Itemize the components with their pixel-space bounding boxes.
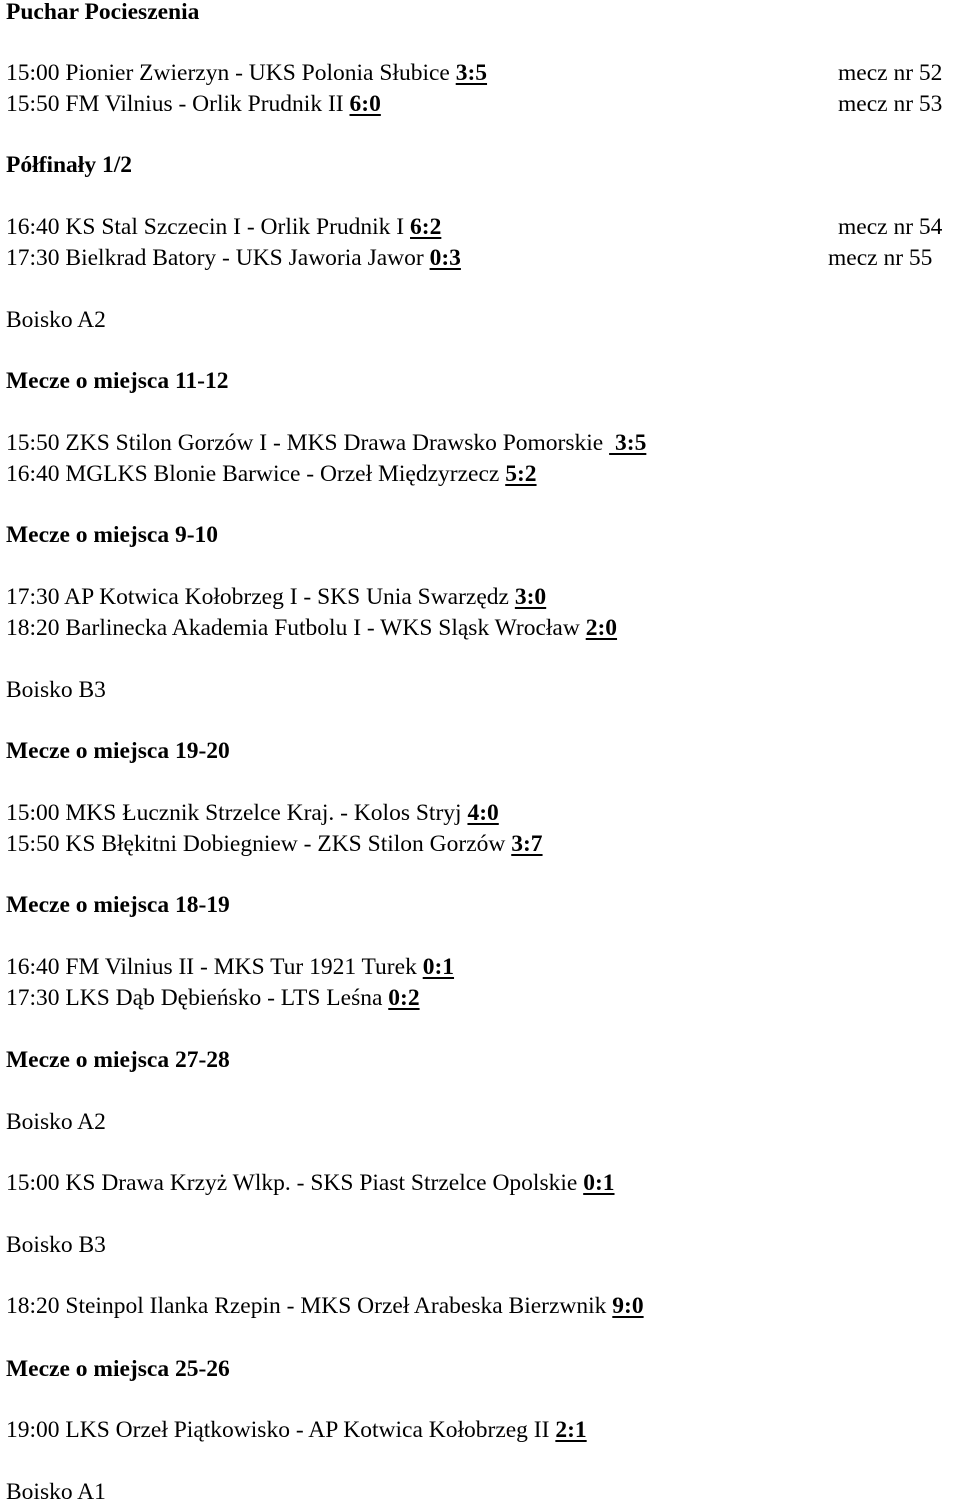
match-number: mecz nr 52 — [838, 60, 943, 86]
match-text: 16:40 KS Stal Szczecin I - Orlik Prudnik I — [6, 214, 411, 240]
match-text: 15:00 KS Drawa Krzyż Wlkp. - SKS Piast Strzelce Opolskie — [6, 1170, 584, 1196]
section-heading-19-20: Mecze o miejsca 19-20 — [6, 738, 230, 764]
match-score: 6:0 — [349, 91, 381, 117]
match-score: 0:3 — [429, 245, 461, 271]
match-line — [6, 582, 956, 612]
match-score: 3:5 — [455, 60, 488, 86]
match-score: 5:2 — [505, 461, 537, 487]
match-line — [6, 428, 956, 458]
match-line — [6, 89, 956, 119]
match-line — [6, 1168, 956, 1198]
pitch-label: Boisko A1 — [6, 1479, 106, 1505]
match-line — [6, 983, 956, 1013]
match-text: 17:30 LKS Dąb Dębieńsko - LTS Leśna — [6, 985, 389, 1011]
section-heading-18-19: Mecze o miejsca 18-19 — [6, 892, 230, 918]
match-text: 15:50 ZKS Stilon Gorzów I - MKS Drawa Drawsko Pomorskie — [6, 430, 610, 456]
match-line — [6, 613, 956, 643]
match-number: mecz nr 54 — [838, 214, 943, 240]
match-score: 2:1 — [555, 1417, 587, 1443]
match-line — [6, 459, 956, 489]
match-score: 6:2 — [410, 214, 442, 240]
match-line — [6, 952, 956, 982]
match-score: 0:2 — [388, 985, 420, 1011]
match-text: 17:30 AP Kotwica Kołobrzeg I - SKS Unia Swarzędz — [6, 584, 515, 610]
match-line — [6, 1415, 956, 1445]
section-heading-polfinaly: Półfinały 1/2 — [6, 152, 132, 178]
match-text: 16:40 MGLKS Blonie Barwice - Orzeł Międzyrzecz — [6, 461, 506, 487]
match-line — [6, 829, 956, 859]
match-text: 15:50 FM Vilnius - Orlik Prudnik II — [6, 91, 350, 117]
match-text: 18:20 Barlinecka Akademia Futbolu I - WKS Sląsk Wrocław — [6, 615, 586, 641]
pitch-label: Boisko A2 — [6, 307, 106, 333]
section-heading-9-10: Mecze o miejsca 9-10 — [6, 522, 219, 548]
match-line — [6, 798, 956, 828]
match-text: 15:00 MKS Łucznik Strzelce Kraj. - Kolos Stryj — [6, 800, 468, 826]
match-score: 2:0 — [585, 615, 618, 641]
match-text: 15:50 KS Błękitni Dobiegniew - ZKS Stilon Gorzów — [6, 831, 512, 857]
match-score: 3:0 — [514, 584, 547, 610]
match-score: 3:7 — [511, 831, 543, 857]
match-line — [6, 58, 956, 88]
match-score: 0:1 — [422, 954, 455, 980]
match-text: 17:30 Bielkrad Batory - UKS Jaworia Jawor — [6, 245, 430, 271]
match-line — [6, 1291, 956, 1321]
section-heading-27-28: Mecze o miejsca 27-28 — [6, 1047, 230, 1073]
pitch-label: Boisko B3 — [6, 677, 106, 703]
match-text: 15:00 Pionier Zwierzyn - UKS Polonia Słubice — [6, 60, 456, 86]
match-text: 18:20 Steinpol Ilanka Rzepin - MKS Orzeł Arabeska Bierzwnik — [6, 1293, 613, 1319]
match-number: mecz nr 55 — [828, 245, 933, 271]
section-heading-puchar: Puchar Pocieszenia — [6, 0, 200, 25]
match-score: 4:0 — [467, 800, 499, 826]
match-score: 0:1 — [583, 1170, 615, 1196]
match-number: mecz nr 53 — [838, 91, 943, 117]
match-text: 19:00 LKS Orzeł Piątkowisko - AP Kotwica Kołobrzeg II — [6, 1417, 556, 1443]
pitch-label: Boisko B3 — [6, 1232, 106, 1258]
section-heading-25-26: Mecze o miejsca 25-26 — [6, 1356, 230, 1382]
match-score: 3:5 — [609, 430, 647, 456]
match-text: 16:40 FM Vilnius II - MKS Tur 1921 Turek — [6, 954, 423, 980]
pitch-label: Boisko A2 — [6, 1109, 106, 1135]
section-heading-11-12: Mecze o miejsca 11-12 — [6, 368, 229, 394]
match-line — [6, 212, 956, 242]
match-line — [6, 243, 956, 273]
match-score: 9:0 — [612, 1293, 644, 1319]
